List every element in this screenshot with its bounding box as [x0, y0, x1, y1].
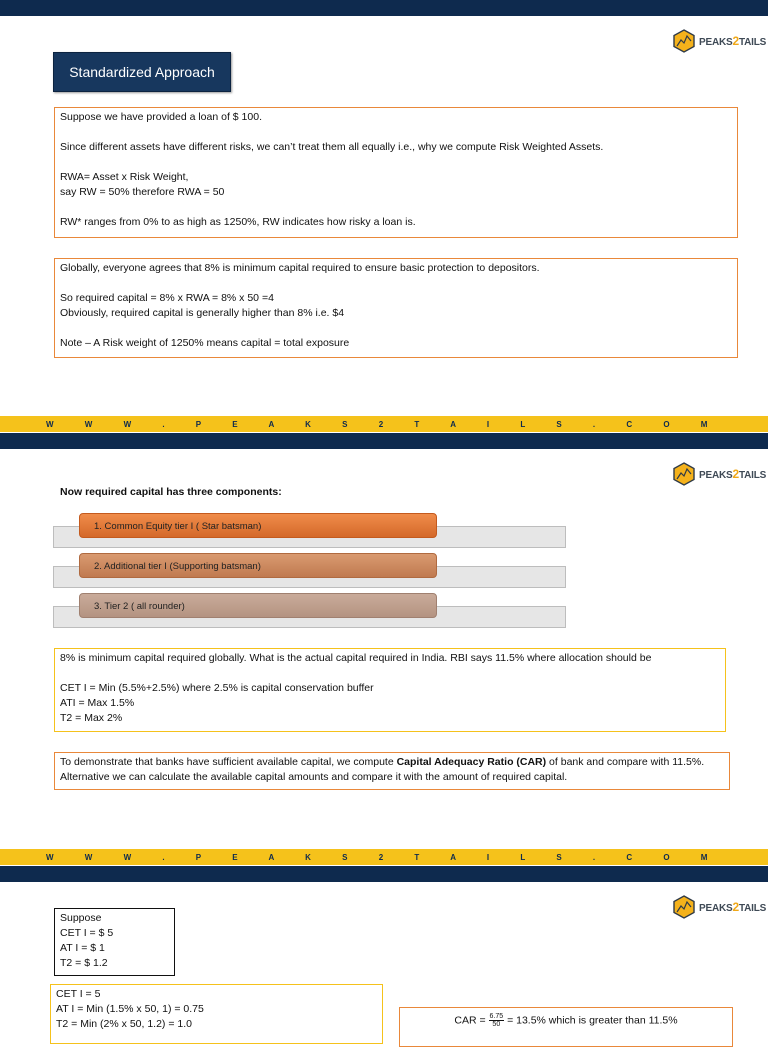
car-prefix: CAR = — [454, 1014, 486, 1027]
footer-website-text: W W W . P E A K S 2 T A I L S . C O M — [46, 852, 722, 862]
text-line: Note – A Risk weight of 1250% means capital = total exposure — [60, 337, 350, 349]
footer-website-band — [0, 416, 768, 432]
car-result-text: = 13.5% which is greater than 11.5% — [507, 1014, 678, 1027]
text-line: To demonstrate that banks have sufficient available capital, we compute Capital Adequacy Ratio (CAR) of bank and compare with 11.5%. Alternative we can calculate the available capital amounts and compare it with the amount of required capital. — [60, 756, 705, 783]
loan-explanation-box — [54, 107, 738, 238]
peaks2tails-logo: PEAKS2TAILS — [672, 29, 766, 53]
car-fraction — [489, 1013, 505, 1028]
peaks2tails-logo: PEAKS2TAILS — [672, 462, 766, 486]
text-line: Since different assets have different risks, we can’t treat them all equally i.e., why we compute Risk Weighted Assets. — [60, 141, 604, 153]
car-result-box — [399, 1007, 733, 1047]
text-line: T2 = $ 1.2 — [60, 957, 108, 969]
text-line: AT I = Min (1.5% x 50, 1) = 0.75 — [56, 1003, 204, 1015]
header-band — [0, 866, 768, 882]
text-line: CET I = $ 5 — [60, 927, 114, 939]
text-line: 8% is minimum capital required globally. What is the actual capital required in India. RBI says 11.5% where allocation should be — [60, 652, 652, 664]
footer-website-text: W W W . P E A K S 2 T A I L S . C O M — [46, 419, 722, 429]
text-line: CET I = 5 — [56, 988, 101, 1000]
footer-website-band — [0, 849, 768, 865]
suppose-values-box — [54, 908, 175, 976]
logo-hex-icon — [672, 895, 696, 919]
capital-calculation-box — [50, 984, 383, 1044]
text-line: T2 = Min (2% x 50, 1.2) = 1.0 — [56, 1018, 192, 1030]
component-cet1: 1. Common Equity tier I ( Star batsman) — [79, 513, 437, 538]
minimum-capital-box — [54, 258, 738, 358]
text-line: CET I = Min (5.5%+2.5%) where 2.5% is capital conservation buffer — [60, 682, 374, 694]
logo-hex-icon — [672, 29, 696, 53]
text-line: RWA= Asset x Risk Weight, — [60, 171, 189, 183]
header-band — [0, 433, 768, 449]
rbi-requirement-box — [54, 648, 726, 732]
text-line: So required capital = 8% x RWA = 8% x 50 =4 — [60, 292, 274, 304]
car-numerator: 6.75 — [489, 1013, 504, 1020]
slide-title: Standardized Approach — [53, 52, 231, 92]
text-line: ATI = Max 1.5% — [60, 697, 135, 709]
text-line: Suppose — [60, 912, 102, 924]
car-denominator: 50 — [492, 1021, 501, 1028]
component-tier2: 3. Tier 2 ( all rounder) — [79, 593, 437, 618]
text-line: T2 = Max 2% — [60, 712, 123, 724]
car-explanation-box — [54, 752, 730, 790]
text-line: Suppose we have provided a loan of $ 100. — [60, 111, 262, 123]
top-header-band — [0, 0, 768, 16]
component-at1: 2. Additional tier I (Supporting batsman) — [79, 553, 437, 578]
text-line: Globally, everyone agrees that 8% is minimum capital required to ensure basic protection to depositors. — [60, 262, 540, 274]
text-line: Obviously, required capital is generally higher than 8% i.e. $4 — [60, 307, 345, 319]
components-heading: Now required capital has three components: — [60, 486, 282, 498]
text-line: say RW = 50% therefore RWA = 50 — [60, 186, 225, 198]
text-line: RW* ranges from 0% to as high as 1250%, RW indicates how risky a loan is. — [60, 216, 416, 228]
text-line: AT I = $ 1 — [60, 942, 105, 954]
peaks2tails-logo: PEAKS2TAILS — [672, 895, 766, 919]
logo-hex-icon — [672, 462, 696, 486]
